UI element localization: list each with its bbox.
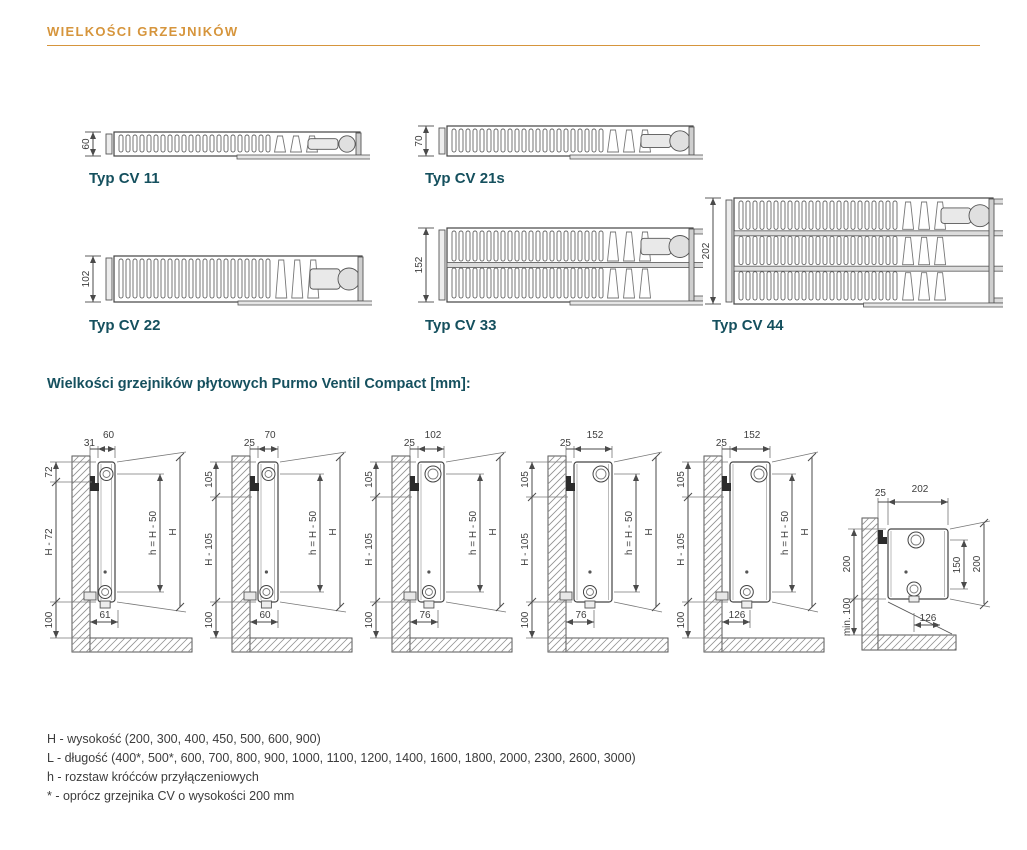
legend-line-H: H - wysokość (200, 300, 400, 450, 500, 600, 900) [47,732,321,746]
side-view-drawing-0 [42,420,198,676]
dimension-label: 25 [403,438,415,449]
side-view-cv11-diagram [42,420,198,681]
dimension-label: 105 [676,471,687,488]
dimension-label: H - 105 [204,533,215,566]
dimension-label: H [800,528,811,536]
dimension-label: 70 [264,430,276,441]
side-view-drawing-3 [518,420,674,676]
dimension-label: H - 105 [676,533,687,566]
dimension-label: H [644,528,655,536]
dimension-label: min. 100 [842,597,853,637]
side-view-cv21s-diagram [202,420,358,681]
cv33-cross-section-diagram [413,222,703,317]
dimension-label: 76 [575,610,587,621]
dimension-label: 76 [419,610,431,621]
legend-line-h: h - rozstaw króćców przyłączeniowych [47,770,259,784]
dimension-label: H - 72 [44,528,55,556]
corner-detail-diagram [842,472,1027,689]
dimension-label: 60 [81,138,92,150]
dimension-label: 72 [44,466,55,478]
dimension-label: 150 [952,556,963,574]
side-view-cv22-diagram [362,420,518,681]
dimension-label: h = H - 50 [780,510,791,556]
dimension-label: 31 [83,438,95,449]
dimension-label: 61 [99,610,111,621]
side-view-drawing-2 [362,420,518,676]
dimension-label: 70 [414,135,425,147]
dimension-label: 25 [874,488,886,499]
dimension-label: 100 [44,611,55,629]
dimension-label: 200 [842,555,853,573]
dimension-label: H [328,528,339,536]
dimension-label: 100 [364,611,375,629]
side-view-drawing-4 [674,420,830,676]
dimension-label: h = H - 50 [148,510,159,556]
dimension-label: 202 [701,242,712,260]
dimension-label: 126 [919,613,937,624]
dimension-label: H [488,528,499,536]
dimension-label: 25 [715,438,727,449]
dimension-label: 105 [204,471,215,488]
cv11-cross-section-diagram [80,126,370,171]
cross-section-drawing-3 [413,222,703,312]
cv21s-type-label: Typ CV 21s [425,170,505,187]
dimension-label: 105 [520,471,531,488]
cross-section-drawing-2 [80,250,372,312]
dimension-label: h = H - 50 [468,510,479,556]
dimension-label: 100 [676,611,687,629]
cv22-cross-section-diagram [80,250,372,317]
dimension-label: 200 [972,555,983,573]
cv44-type-label: Typ CV 44 [712,317,784,334]
dimension-label: h = H - 50 [624,510,635,556]
dimension-label: 152 [414,256,425,274]
cross-section-drawing-0 [80,126,370,166]
dimension-label: 202 [911,484,929,495]
section-heading: Wielkości grzejników płytowych Purmo Ventil Compact [mm]: [47,376,471,392]
dimension-label: 105 [364,471,375,488]
side-view-cv33-diagram [518,420,674,681]
page-title: WIELKOŚCI GRZEJNIKÓW [47,24,239,39]
dimension-label: 100 [204,611,215,629]
legend-line-L: L - długość (400*, 500*, 600, 700, 800, 900, 1000, 1100, 1200, 1400, 1600, 1800, 2000, 2300, 2600, 3000) [47,751,636,765]
dimension-label: H - 105 [520,533,531,566]
dimension-label: 60 [102,430,115,441]
cv33-type-label: Typ CV 33 [425,317,497,334]
dimension-label: 100 [520,611,531,629]
dimension-label: 25 [243,438,255,449]
cross-section-drawing-1 [413,120,703,166]
cv22-type-label: Typ CV 22 [89,317,161,334]
cv44-cross-section-diagram [700,192,1003,319]
legend-line-star: * - oprócz grzejnika CV o wysokości 200 mm [47,789,295,803]
dimension-label: h = H - 50 [308,510,319,556]
dimension-label: H - 105 [364,533,375,566]
dimension-label: 25 [559,438,571,449]
corner-detail-drawing [842,472,1027,684]
dimension-label: 152 [743,430,761,441]
dimension-label: 102 [424,430,442,441]
dimension-label: 126 [728,610,746,621]
dimension-label: 102 [81,270,92,288]
legend-block [47,730,636,806]
side-view-drawing-1 [202,420,358,676]
cv21s-cross-section-diagram [413,120,703,171]
dimension-label: 152 [586,430,604,441]
dimension-label: 60 [259,610,271,621]
cross-section-drawing-4 [700,192,1003,314]
header-divider [47,45,980,46]
dimension-label: H [168,528,179,536]
cv11-type-label: Typ CV 11 [89,170,160,187]
side-view-cv44-diagram [674,420,830,681]
